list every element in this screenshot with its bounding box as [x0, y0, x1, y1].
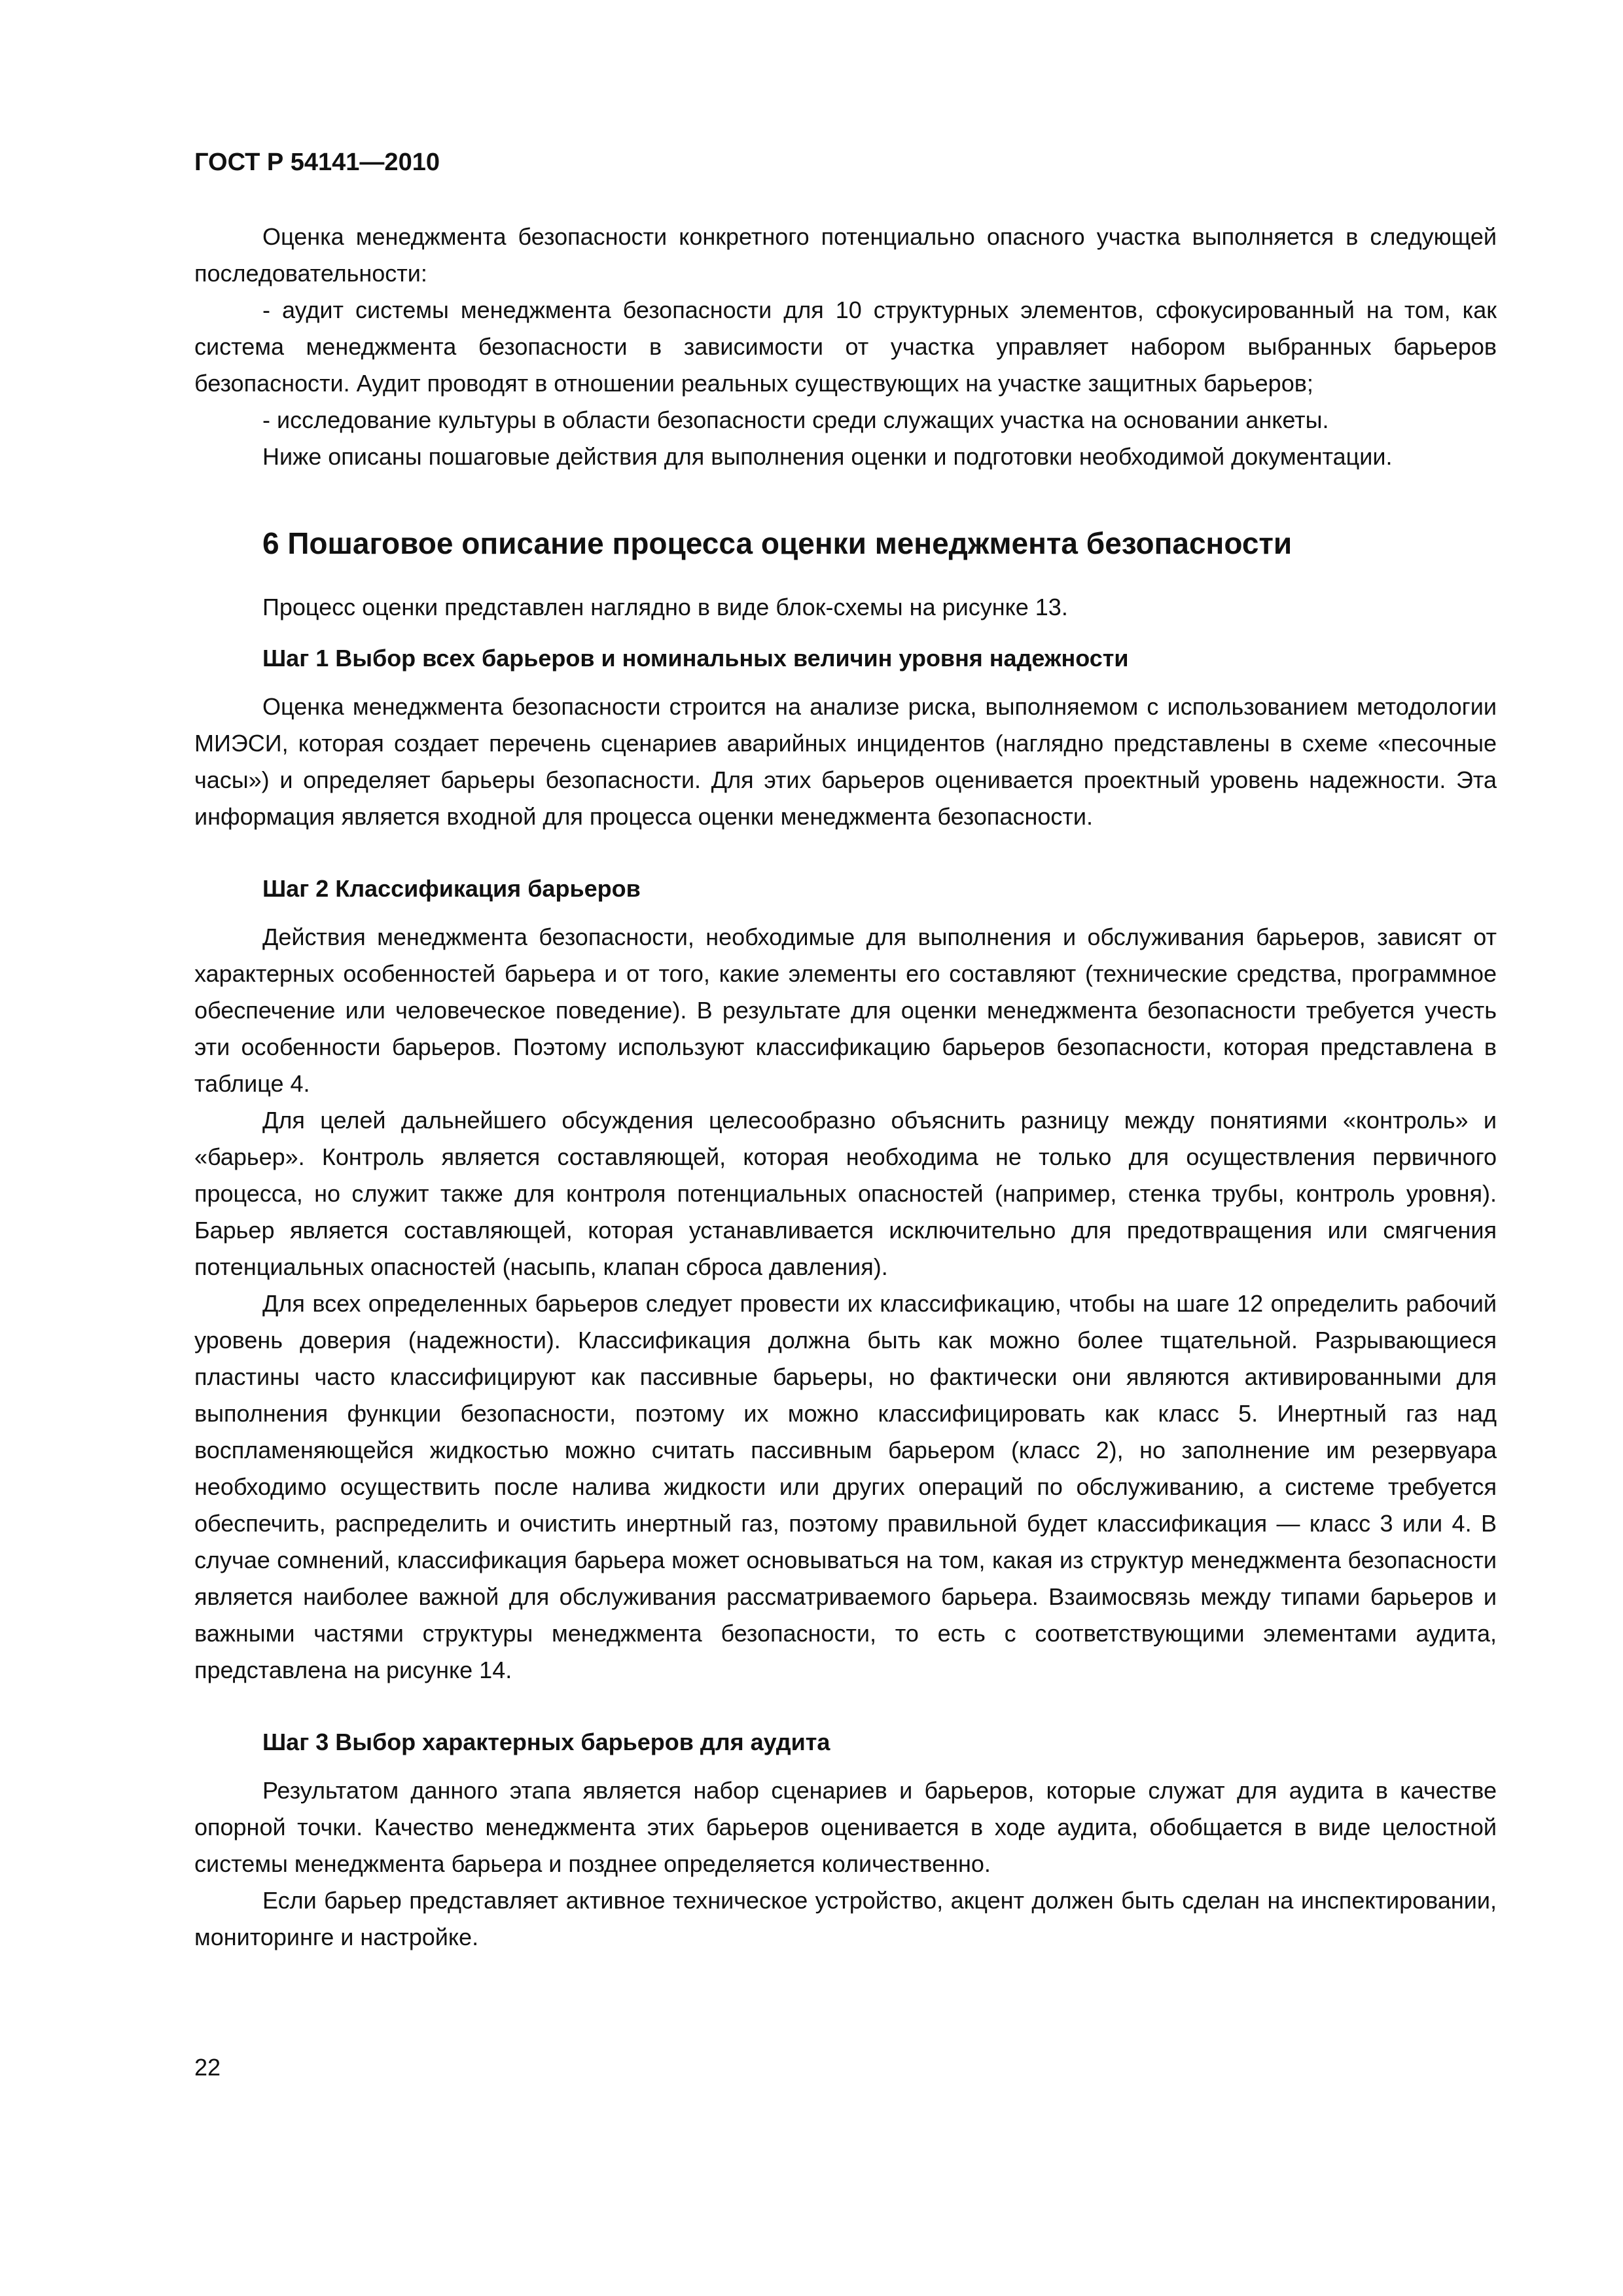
step-3-paragraph: Результатом данного этапа является набор сценариев и барьеров, которые служат для аудита в качестве опорной точки. Качество менеджмента этих барьеров оценивается в ходе аудита, обобщается в виде целостной системы менеджмента барьера и позднее определяется количественно. [194, 1777, 1497, 1877]
section-title: 6 Пошаговое описание процесса оценки менеджмента безопасности [262, 526, 1293, 560]
step-2-paragraph: Для целей дальнейшего обсуждения целесообразно объяснить разницу между понятиями «контроль» и «барьер». Контроль является составляющей, которая необходима не только для осуществления первичного процесса, но служит также для контроля потенциальных опасностей (например, стенка трубы, контроль уровня). Барьер является составляющей, которая устанавливается исключительно для предотвращения или смягчения потенциальных опасностей (насыпь, клапан сброса давления). [194, 1107, 1497, 1280]
step-1-heading: Шаг 1 Выбор всех барьеров и номинальных величин уровня надежности [262, 645, 1129, 672]
intro-list-item: - аудит системы менеджмента безопасности для 10 структурных элементов, сфокусированный на том, как система менеджмента безопасности в зависимости от участка управляет набором выбранных барьеров безопасности. Аудит проводят в отношении реальных существующих на участке защитных барьеров; [194, 296, 1497, 397]
step-2-paragraph: Для всех определенных барьеров следует провести их классификацию, чтобы на шаге 12 определить рабочий уровень доверия (надежности). Классификация должна быть как можно более тщательной. Разрывающиеся пластины часто классифицируют как пассивные барьеры, но фактически они являются активированными для выполнения функции безопасности, поэтому их можно классифицировать как класс 5. Инертный газ над воспламеняющейся жидкостью можно считать пассивным барьером (класс 2), но заполнение им резервуара необходимо осуществить после налива жидкости или других операций по обслуживанию, а системе требуется обеспечить, распределить и очистить инертный газ, поэтому правильной будет классификация — класс 3 или 4. В случае сомнений, классификация барьера может основываться на том, какая из структур менеджмента безопасности является наиболее важной для обслуживания рассматриваемого барьера. Взаимосвязь между типами барьеров и важными частями структуры менеджмента безопасности, то есть с соответствующими элементами аудита, представлена на рисунке 14. [194, 1290, 1497, 1683]
document-page [194, 0, 1497, 2296]
step-3-paragraph: Если барьер представляет активное техническое устройство, акцент должен быть сделан на инспектировании, мониторинге и настройке. [194, 1887, 1497, 1950]
intro-paragraph: Ниже описаны пошаговые действия для выполнения оценки и подготовки необходимой документации. [262, 443, 1393, 470]
step-1-paragraph: Оценка менеджмента безопасности строится на анализе риска, выполняемом с использованием методологии МИЭСИ, которая создает перечень сценариев аварийных инцидентов (наглядно представлены в схеме «песочные часы») и определяет барьеры безопасности. Для этих барьеров оценивается проектный уровень надежности. Эта информация является входной для процесса оценки менеджмента безопасности. [194, 693, 1497, 830]
step-2-paragraph: Действия менеджмента безопасности, необходимые для выполнения и обслуживания барьеров, зависят от характерных особенностей барьера и от того, какие элементы его составляют (технические средства, программное обеспечение или человеческое поведение). В результате для оценки менеджмента безопасности требуется учесть эти особенности барьеров. Поэтому используют классификацию барьеров безопасности, которая представлена в таблице 4. [194, 924, 1497, 1097]
step-2-heading: Шаг 2 Классификация барьеров [262, 875, 641, 902]
document-content [194, 219, 1497, 1956]
standard-header: ГОСТ Р 54141—2010 [194, 149, 440, 176]
step-3-heading: Шаг 3 Выбор характерных барьеров для аудита [262, 1729, 830, 1755]
intro-paragraph: Оценка менеджмента безопасности конкретного потенциально опасного участка выполняется в следующей последовательности: [194, 223, 1497, 287]
section-intro: Процесс оценки представлен наглядно в виде блок-схемы на рисунке 13. [262, 594, 1068, 620]
page-number: 22 [194, 2054, 221, 2081]
intro-list-item: - исследование культуры в области безопасности среди служащих участка на основании анкеты. [262, 406, 1329, 433]
